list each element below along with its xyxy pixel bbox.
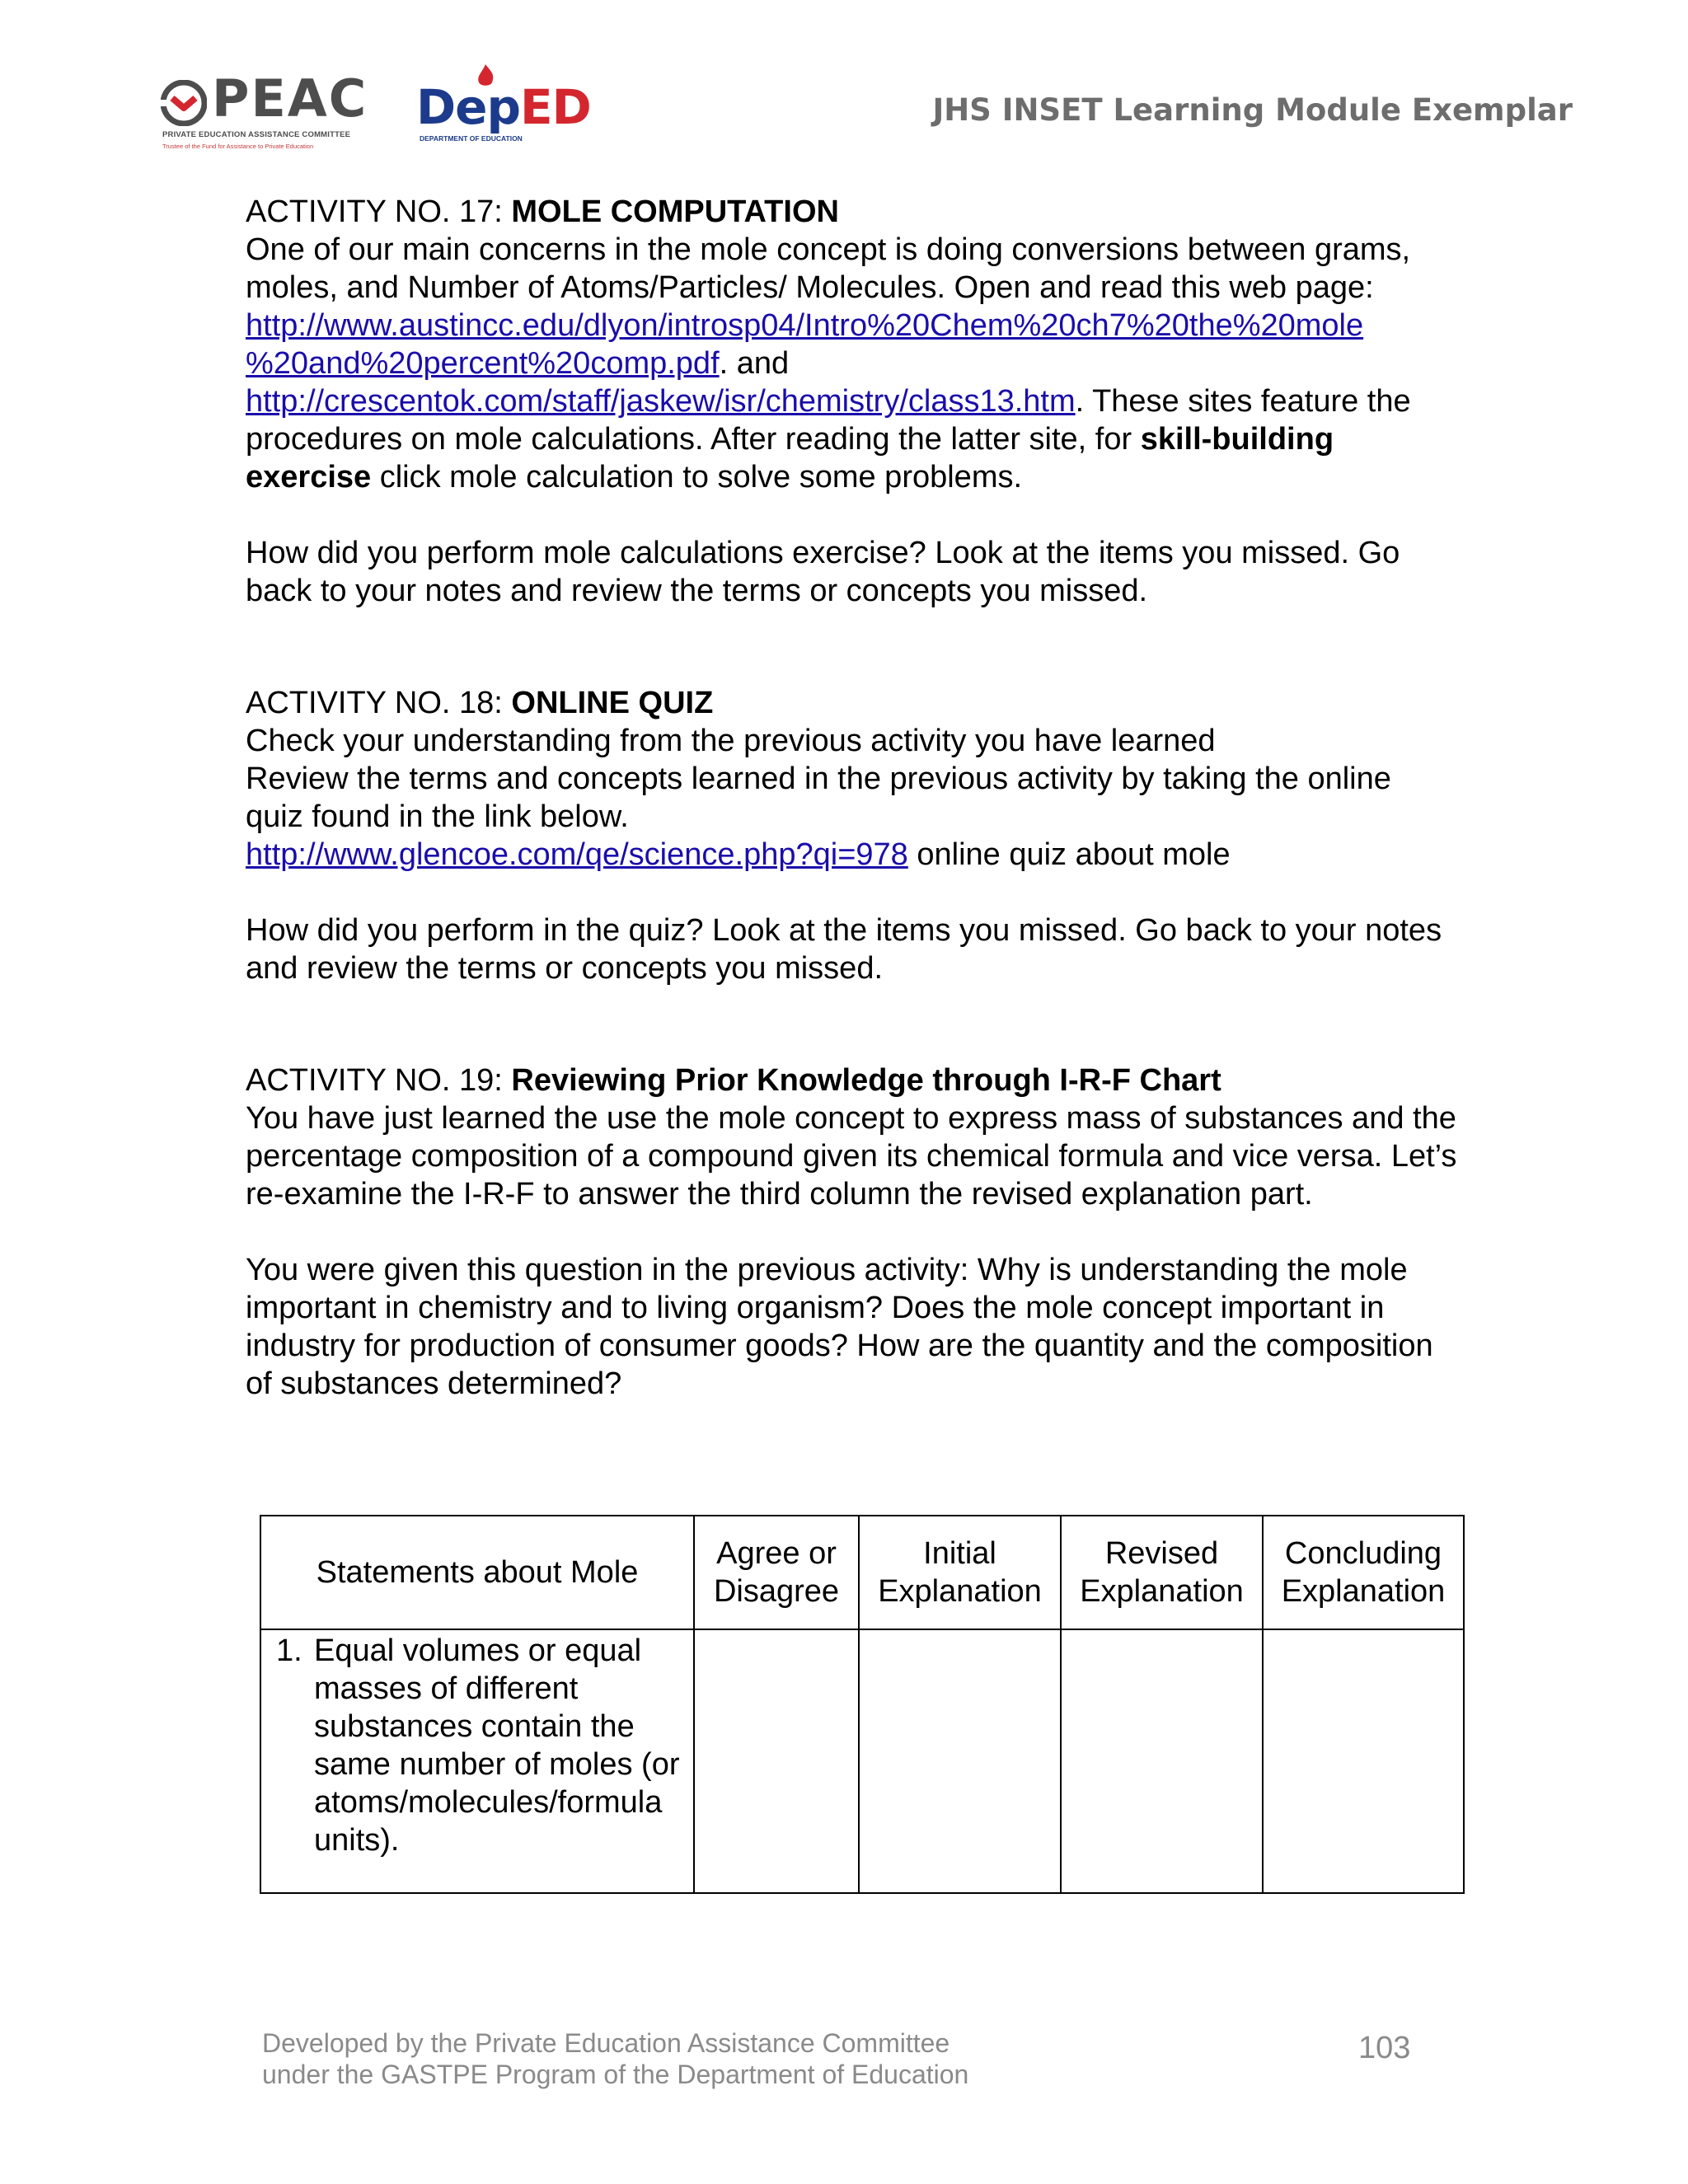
activity-19-heading	[246, 1062, 1457, 1099]
header-initial-explanation: Initial Explanation	[859, 1516, 1061, 1629]
deped-logo	[416, 64, 591, 155]
activity-17-intro: One of our main concerns in the mole concept is doing conversions between grams, moles, and Number of Atoms/Particles/ Molecules. Open and read this web page:	[246, 232, 1411, 305]
footer-line-1: Developed by the Private Education Assistance Committee	[262, 2028, 950, 2058]
skill-building-phrase: skill-building exercise	[246, 422, 1334, 494]
activity-17-reflection: How did you perform mole calculations exercise? Look at the items you missed. Go back to your notes and review the terms or concepts you missed.	[246, 536, 1400, 608]
activity-17-heading	[246, 193, 1457, 231]
module-title: JHS INSET Learning Module Exemplar	[932, 92, 1573, 128]
header-statements: Statements about Mole	[260, 1516, 694, 1629]
activity-18-line2: Review the terms and concepts learned in the previous activity by taking the online quiz found in the link below.	[246, 762, 1391, 834]
crescentok-link[interactable]: http://crescentok.com/staff/jaskew/isr/chemistry/class13.htm	[246, 384, 1076, 419]
page-header	[0, 0, 1688, 165]
peac-logo-text: PEAC	[212, 68, 368, 129]
page-footer	[262, 2027, 968, 2090]
peac-shield-icon	[161, 80, 207, 126]
austincc-link[interactable]: http://www.austincc.edu/dlyon/introsp04/Intro%20Chem%20ch7%20the%20mole %20and%20percent%20comp.pdf	[246, 308, 1364, 381]
peac-tagline: Trustee of the Fund for Assistance to Private Education	[162, 143, 314, 150]
activity-19-question: You were given this question in the previous activity: Why is understanding the mole important in chemistry and to living organism? Does the mole concept important in industry for production of consumer goods? How are the quantity and the composition of substances determined?	[246, 1253, 1433, 1401]
agree-disagree-cell[interactable]	[694, 1629, 859, 1893]
statement-cell	[260, 1629, 694, 1893]
revised-explanation-cell[interactable]	[1061, 1629, 1263, 1893]
deped-subtitle: DEPARTMENT OF EDUCATION	[420, 134, 523, 143]
header-revised-explanation: Revised Explanation	[1061, 1516, 1263, 1629]
activity-18-line1: Check your understanding from the previous activity you have learned	[246, 724, 1216, 758]
statement-number: 1.	[276, 1633, 302, 1668]
activity-17-paragraph: One of our main concerns in the mole concept is doing conversions between grams, moles, and Number of Atoms/Particles/ Molecules. Open and read this web page: http://www.austincc.edu/dlyon/introsp04/Intro%20Chem%20ch7%20the%20mole %20and%20percent%20comp.pdf. and http://crescentok.com/staff/jaskew/isr/chemistry/class13.htm. These sites feature the procedures on mole calculations. After reading the latter site, for skill-building exercise click mole calculation to solve some problems.	[246, 232, 1411, 494]
footer-line-2: under the GASTPE Program of the Department of Education	[262, 2060, 969, 2089]
header-agree-disagree: Agree or Disagree	[694, 1516, 859, 1629]
table-header-row	[260, 1516, 1464, 1629]
activity-18-link-line: http://www.glencoe.com/qe/science.php?qi=978 online quiz about mole	[246, 837, 1231, 872]
activity-18-title: ONLINE QUIZ	[511, 686, 714, 720]
peac-logo	[161, 68, 383, 159]
activity-19-title: Reviewing Prior Knowledge through I-R-F Chart	[511, 1063, 1221, 1098]
deped-logo-text	[416, 81, 591, 134]
document-body	[246, 193, 1457, 1403]
activity-17-title: MOLE COMPUTATION	[511, 194, 839, 229]
activity-18-label: ACTIVITY NO. 18:	[246, 686, 512, 720]
irf-chart-table	[260, 1515, 1465, 1894]
activity-19-paragraph: You have just learned the use the mole concept to express mass of substances and the percentage composition of a compound given its chemical formula and vice versa. Let’s re-examine the I-R-F to answer the third column the revised explanation part.	[246, 1101, 1457, 1212]
statement-text: Equal volumes or equal masses of different substances contain the same number of moles (or atoms/molecules/formula units).	[314, 1633, 680, 1858]
activity-17-label: ACTIVITY NO. 17:	[246, 194, 512, 229]
table-row	[260, 1629, 1464, 1893]
peac-subtitle: PRIVATE EDUCATION ASSISTANCE COMMITTEE	[162, 130, 351, 139]
concluding-explanation-cell[interactable]	[1263, 1629, 1464, 1893]
activity-18-heading	[246, 684, 1457, 722]
page-number: 103	[1358, 2031, 1411, 2065]
header-concluding-explanation: Concluding Explanation	[1263, 1516, 1464, 1629]
deped-logo-dep: Dep	[416, 79, 520, 135]
activity-18-reflection: How did you perform in the quiz? Look at the items you missed. Go back to your notes and review the terms or concepts you missed.	[246, 913, 1442, 986]
activity-19-label: ACTIVITY NO. 19:	[246, 1063, 512, 1098]
initial-explanation-cell[interactable]	[859, 1629, 1061, 1893]
deped-logo-ed: ED	[520, 79, 591, 135]
glencoe-quiz-link[interactable]: http://www.glencoe.com/qe/science.php?qi=978	[246, 837, 908, 872]
